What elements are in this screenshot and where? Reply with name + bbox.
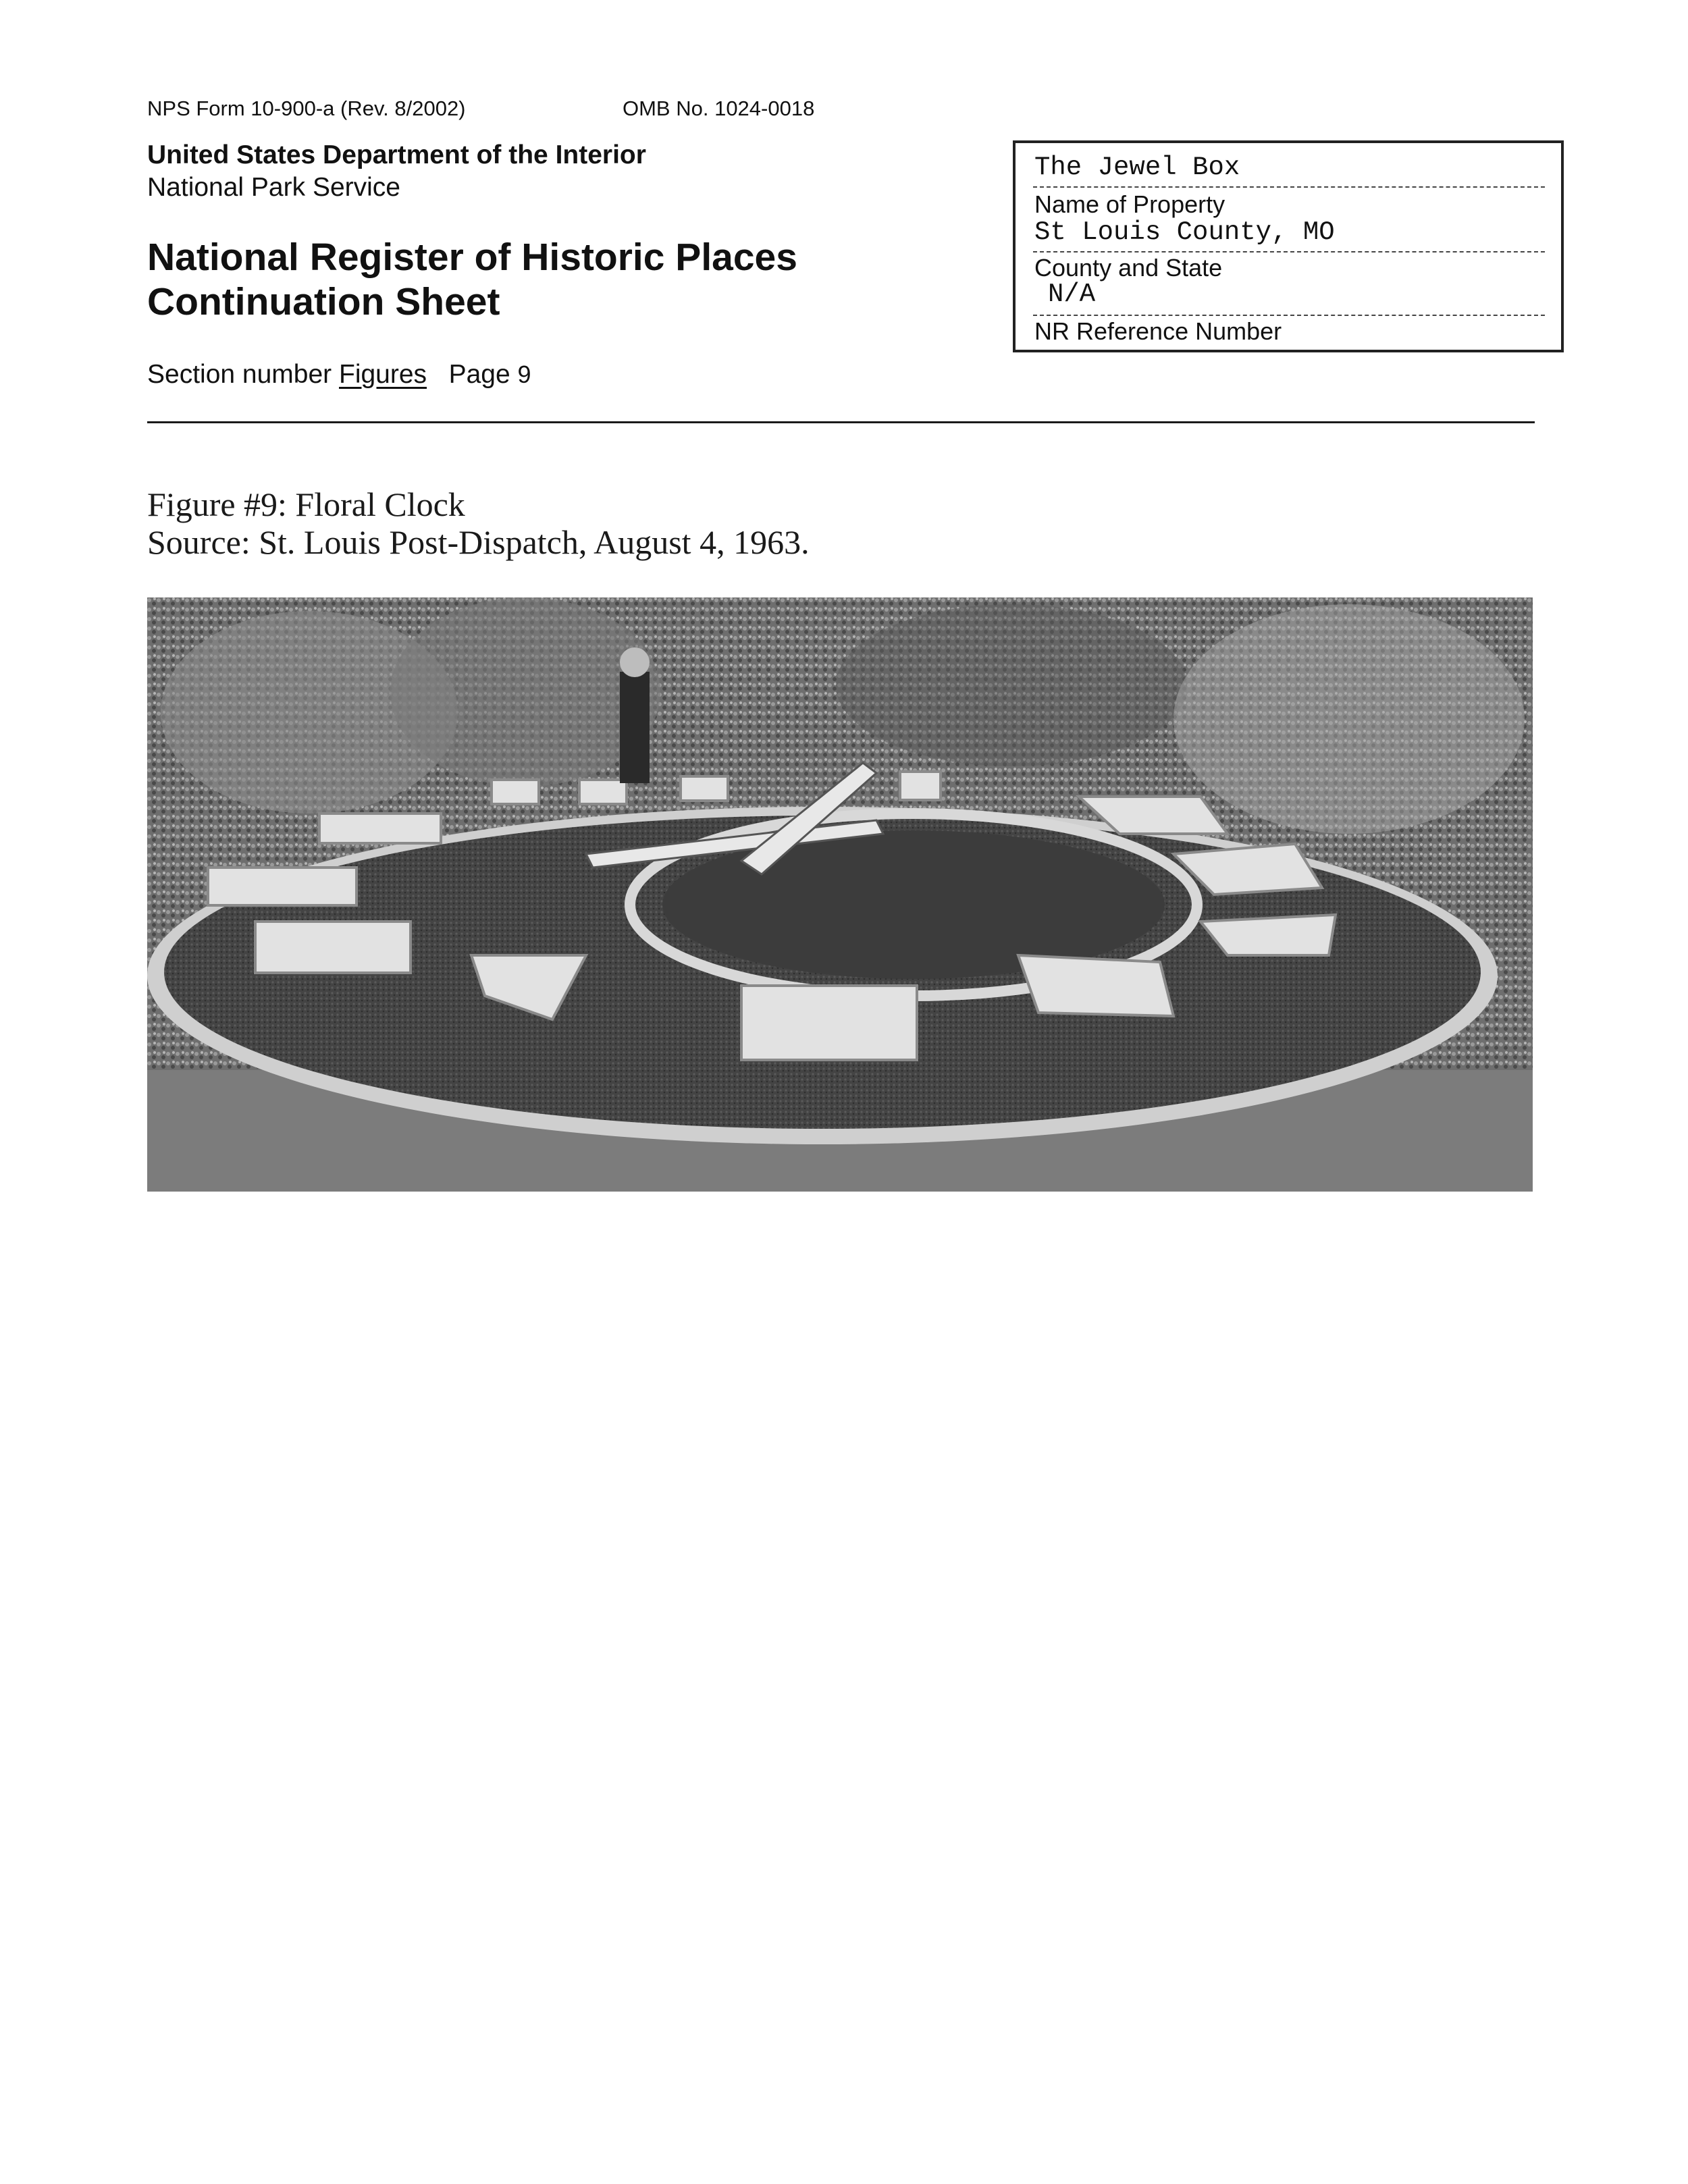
hour-marker xyxy=(208,868,357,905)
nr-reference-value: N/A xyxy=(1048,279,1096,309)
divider xyxy=(1033,186,1545,188)
hour-marker xyxy=(681,776,728,801)
hour-marker xyxy=(579,780,627,804)
section-value: Figures xyxy=(339,360,427,389)
property-name-value: The Jewel Box xyxy=(1034,153,1240,182)
hour-marker xyxy=(900,772,941,800)
department-name: United States Department of the Interior xyxy=(147,140,646,169)
section-label: Section number xyxy=(147,360,332,389)
figure-source: Source: St. Louis Post-Dispatch, August 4, 1963. xyxy=(147,523,810,561)
hour-marker xyxy=(741,986,917,1060)
header-rule xyxy=(147,421,1535,423)
floral-clock-illustration xyxy=(147,597,1533,1192)
hour-marker xyxy=(1018,955,1173,1016)
property-name-label: Name of Property xyxy=(1034,190,1225,218)
county-state-value: St Louis County, MO xyxy=(1034,217,1335,247)
hour-marker xyxy=(492,780,539,804)
document-title: National Register of Historic Places xyxy=(147,236,797,279)
floral-clock-photo xyxy=(147,597,1533,1192)
standing-figure xyxy=(620,672,650,783)
form-number: NPS Form 10-900-a (Rev. 8/2002) xyxy=(147,97,466,120)
page-label: Page xyxy=(448,360,510,389)
service-name: National Park Service xyxy=(147,173,400,202)
nr-reference-label: NR Reference Number xyxy=(1034,317,1282,345)
divider xyxy=(1033,315,1545,316)
figure-caption: Figure #9: Floral Clock xyxy=(147,485,465,523)
property-info-box xyxy=(1013,140,1564,352)
form-header-line xyxy=(147,97,815,121)
divider xyxy=(1033,251,1545,252)
section-page-line xyxy=(147,360,531,390)
omb-number: OMB No. 1024-0018 xyxy=(623,97,815,120)
county-state-label: County and State xyxy=(1034,254,1223,282)
document-subtitle: Continuation Sheet xyxy=(147,280,500,323)
hour-marker xyxy=(319,814,441,843)
page-value: 9 xyxy=(517,361,531,388)
hour-marker xyxy=(255,922,411,973)
